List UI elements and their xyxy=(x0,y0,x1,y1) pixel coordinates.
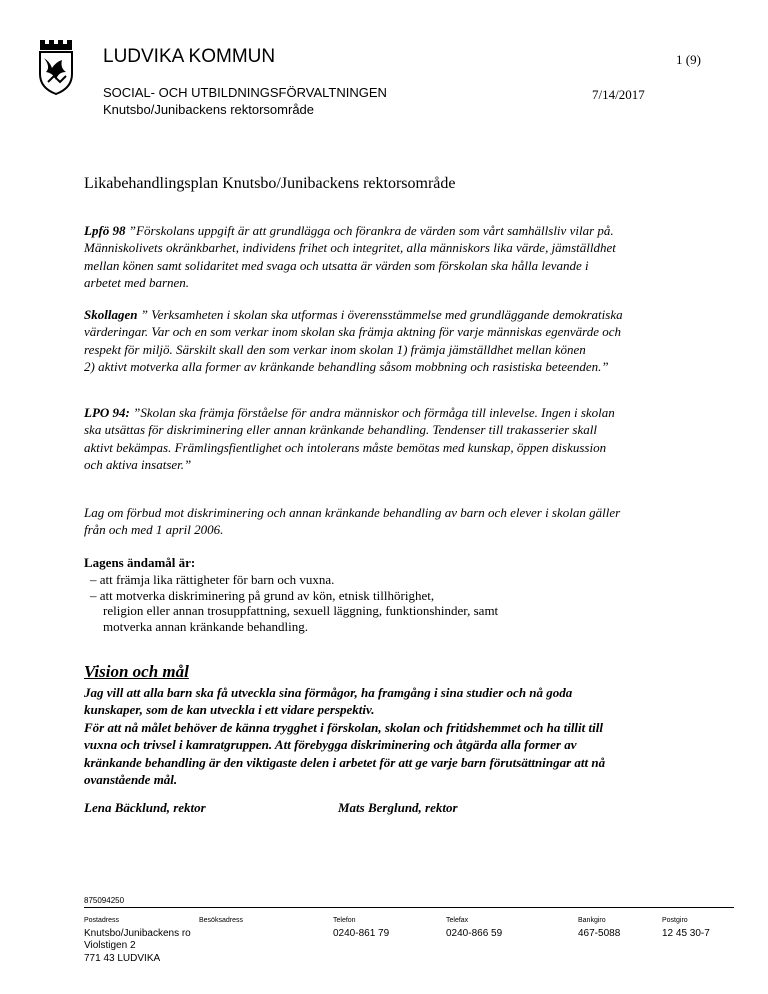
footer-divider xyxy=(84,907,734,908)
vision-line: vuxna och trivsel i kamratgruppen. Att förebygga diskriminering och åtgärda alla former av xyxy=(84,737,577,753)
paragraph-line: mellan könen samt solidaritet med svaga och utsatta är värden som förskolan ska hålla levande i xyxy=(84,257,589,273)
footer-phone: 0240-861 79 xyxy=(333,928,390,939)
footer-postal-address xyxy=(84,928,191,965)
vision-line: För att nå målet behöver de känna trygghet i förskolan, skolan och fritidshemmet och ha tillit till xyxy=(84,719,603,735)
footer-label-phone: Telefon xyxy=(333,917,356,924)
unit-name: Knutsbo/Junibackens rektorsområde xyxy=(103,102,315,117)
vision-heading: Vision och mål xyxy=(84,662,189,681)
vision-line: kunskaper, som de kan utveckla i ett vidare perspektiv. xyxy=(84,702,375,718)
document-number: 875094250 xyxy=(84,896,125,905)
paragraph-line: ”Förskolans uppgift är att grundlägga och förankra de värden som vårt samhällsliv vilar på. xyxy=(125,223,614,238)
postal-line: Violstigen 2 xyxy=(84,940,136,952)
signature-principal-1: Lena Bäcklund, rektor xyxy=(84,800,206,815)
vision-line: ovanstående mål. xyxy=(84,772,178,788)
law-statement xyxy=(84,504,734,539)
paragraph-line: arbetet med barnen. xyxy=(84,275,190,291)
paragraph-line: respekt för miljö. Särskilt skall den som verkar inom skolan 1) främja jämställdhet mellan könen xyxy=(84,341,586,357)
document-title: Likabehandlingsplan Knutsbo/Junibackens rektorsområde xyxy=(84,175,456,192)
vision-line: kränkande behandling är den viktigaste delen i arbetet för att ge varje barn förutsättningar att nå xyxy=(84,754,606,770)
signature-principal-2: Mats Berglund, rektor xyxy=(338,800,458,815)
vision-line: Jag vill att alla barn ska få utveckla sina förmågor, ha framgång i sina studier och nå goda xyxy=(84,685,573,700)
quote-skollagen xyxy=(84,306,734,376)
page-number: 1 (9) xyxy=(676,52,701,67)
footer-postgiro: 12 45 30-7 xyxy=(662,928,710,939)
paragraph-line: 2) aktivt motverka alla former av kränkande behandling såsom mobbning och rasistiska beteenden.” xyxy=(84,359,609,375)
paragraph-line: ”Skolan ska främja förståelse för andra människor och förmåga till inlevelse. Ingen i skolan xyxy=(129,405,615,420)
postal-line: 771 43 LUDVIKA xyxy=(84,952,161,964)
footer-label-visiting: Besöksadress xyxy=(199,917,243,924)
paragraph-line: och aktiva insatser.” xyxy=(84,457,192,473)
quote-lpo94 xyxy=(84,404,734,474)
footer-label-fax: Telefax xyxy=(446,917,469,924)
paragraph-line: aktivt bekämpas. Främlingsfientlighet och intolerans måste bemötas med kunskap, öppen diskussion xyxy=(84,439,607,455)
law-purpose-continuation: religion eller annan trosuppfattning, sexuell läggning, funktionshinder, samt xyxy=(103,603,499,618)
paragraph-line: ” Verksamheten i skolan ska utformas i överensstämmelse med grundläggande demokratiska xyxy=(137,307,623,322)
paragraph-line: från och med 1 april 2006. xyxy=(84,522,224,538)
footer-fax: 0240-866 59 xyxy=(446,928,503,939)
paragraph-line: ska utsättas för diskriminering eller annan kränkande behandling. Tendenser till trakasserier skall xyxy=(84,422,597,438)
paragraph-line: Lag om förbud mot diskriminering och annan kränkande behandling av barn och elever i skolan gäller xyxy=(84,505,621,520)
footer-label-postgiro: Postgiro xyxy=(662,917,688,924)
quote-lpfo98 xyxy=(84,222,734,292)
law-purpose-continuation: motverka annan kränkande behandling. xyxy=(103,619,309,634)
paragraph-lead: Lpfö 98 xyxy=(84,223,126,238)
postal-line: Knutsbo/Junibackens ro xyxy=(84,928,191,939)
organization-name: LUDVIKA KOMMUN xyxy=(103,46,276,67)
paragraph-lead: LPO 94: xyxy=(84,405,130,420)
law-purpose-item: – att motverka diskriminering på grund av kön, etnisk tillhörighet, xyxy=(90,588,435,603)
law-purpose-heading: Lagens ändamål är: xyxy=(84,555,196,570)
coat-of-arms-icon xyxy=(36,38,76,96)
law-purpose-item: – att främja lika rättigheter för barn och vuxna. xyxy=(90,572,335,587)
department-name: SOCIAL- OCH UTBILDNINGSFÖRVALTNINGEN xyxy=(103,85,387,100)
paragraph-lead: Skollagen xyxy=(84,307,138,322)
footer-label-postal: Postadress xyxy=(84,917,120,924)
document-date: 7/14/2017 xyxy=(592,87,645,102)
paragraph-line: värderingar. Var och en som verkar inom skolan ska främja aktning för varje människas egenvärde och xyxy=(84,324,622,340)
paragraph-line: Människolivets okränkbarhet, individens frihet och integritet, alla människors lika värde, jämställdhet xyxy=(84,240,616,256)
vision-text xyxy=(84,684,734,788)
footer-label-bankgiro: Bankgiro xyxy=(578,917,606,924)
footer-bankgiro: 467-5088 xyxy=(578,928,621,939)
